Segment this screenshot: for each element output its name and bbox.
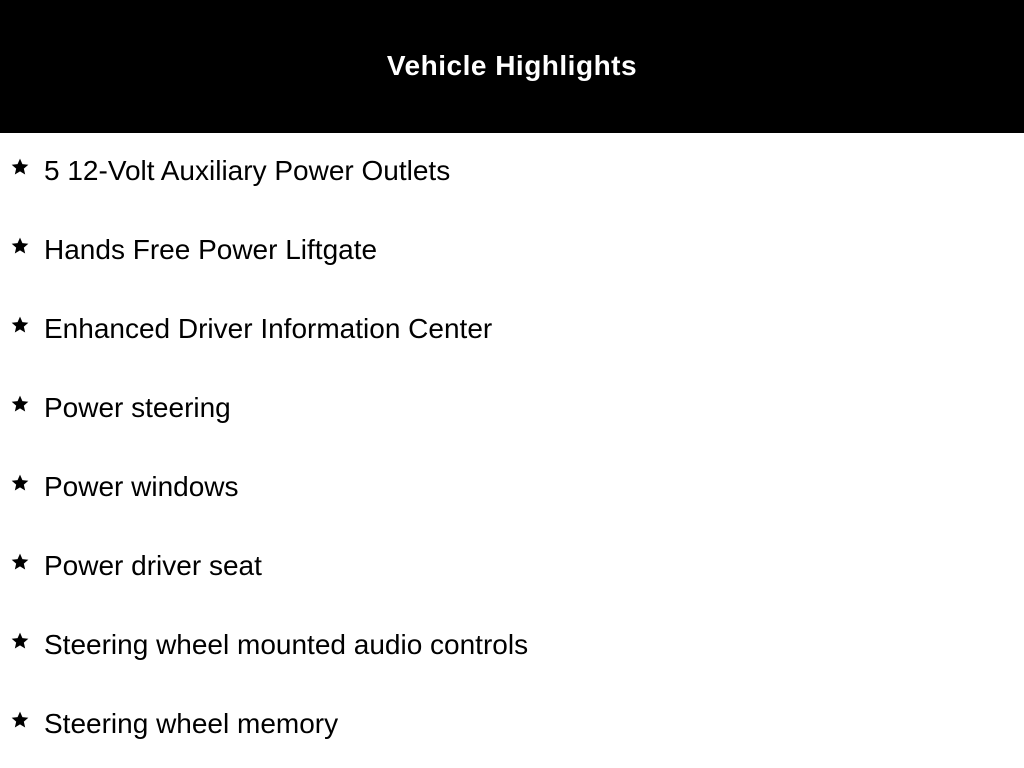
list-item: [0, 686, 1024, 765]
highlights-list: [0, 133, 1024, 765]
list-item-label: Power driver seat: [44, 550, 262, 581]
list-item-label: 5 12-Volt Auxiliary Power Outlets: [44, 155, 451, 186]
star-icon: [10, 394, 30, 414]
star-icon: [10, 710, 30, 730]
star-icon: [10, 631, 30, 651]
list-item-label: Steering wheel mounted audio controls: [44, 629, 529, 660]
list-item-label: Hands Free Power Liftgate: [44, 234, 378, 265]
list-item: [0, 449, 1024, 528]
page-header: [0, 0, 1024, 133]
list-item: [0, 370, 1024, 449]
star-icon: [10, 236, 30, 256]
list-item-label: Power windows: [44, 471, 239, 502]
list-item: [0, 133, 1024, 212]
list-item: [0, 607, 1024, 686]
list-item: [0, 212, 1024, 291]
star-icon: [10, 315, 30, 335]
page-title: Vehicle Highlights: [386, 49, 638, 81]
list-item: [0, 291, 1024, 370]
star-icon: [10, 552, 30, 572]
list-item: [0, 528, 1024, 607]
list-item-label: Power steering: [44, 392, 231, 423]
star-icon: [10, 473, 30, 493]
list-item-label: Enhanced Driver Information Center: [44, 313, 493, 344]
list-item-label: Steering wheel memory: [44, 708, 339, 739]
star-icon: [10, 157, 30, 177]
